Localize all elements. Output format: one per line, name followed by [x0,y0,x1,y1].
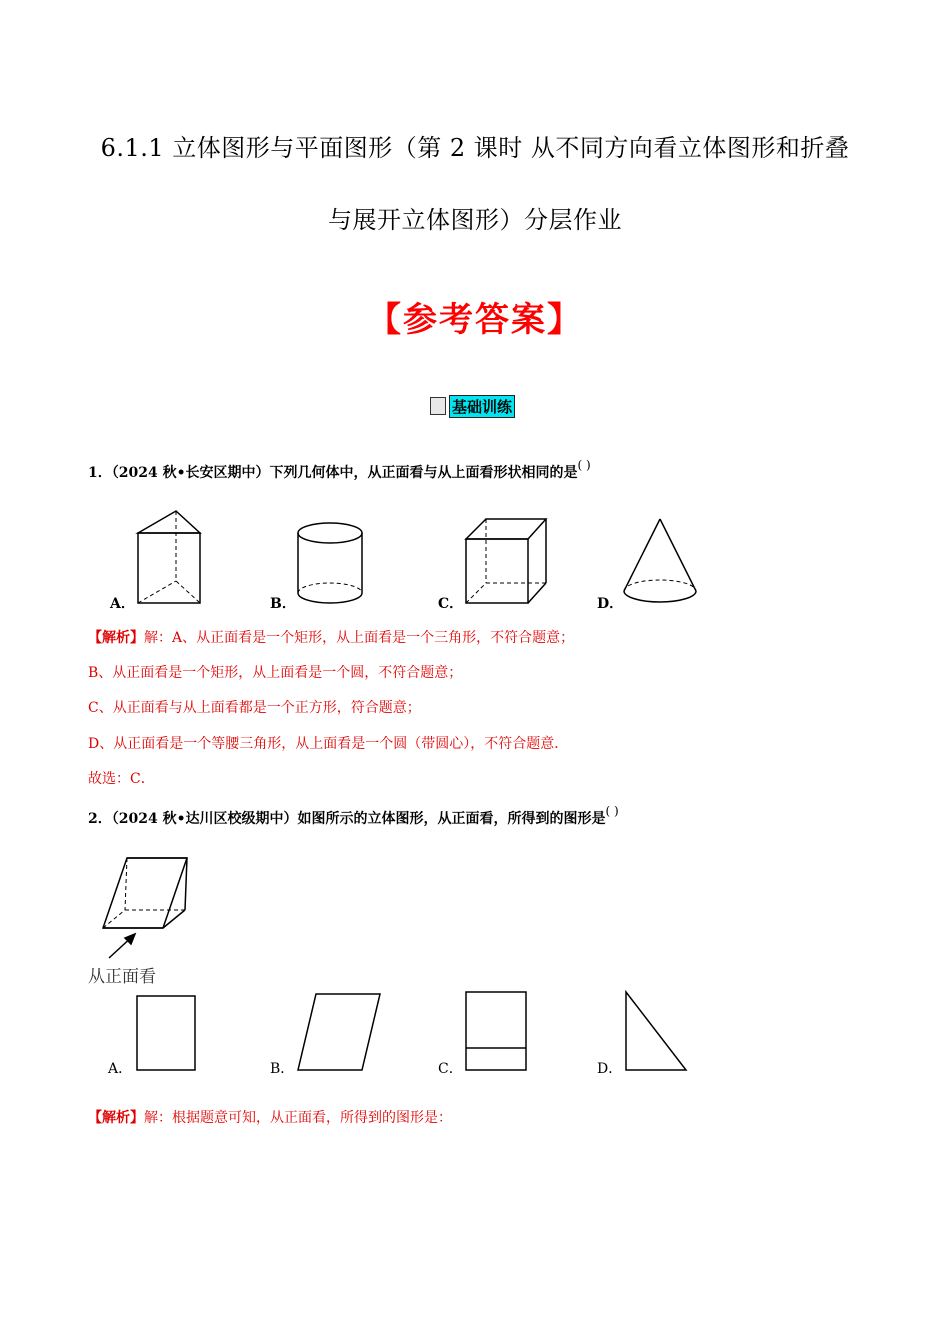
q1-cylinder-figure [298,523,362,603]
section-label: 基础训练 [449,395,515,418]
q2-triangle-figure [626,992,686,1070]
q1-cone-figure [624,519,696,602]
q2-option-b: B． [270,1061,295,1077]
q1-option-a: A． [110,596,135,612]
q2-rect-figure [137,996,195,1070]
q2-parallelogram-figure [298,994,380,1070]
question-2 [88,804,619,828]
q2-view-caption: 从正面看 [88,967,156,987]
q2-split-rect-figure [466,992,526,1070]
section-tag-box [430,397,446,415]
q2-option-a: A． [108,1061,133,1077]
answer-heading: 【参考答案】 [367,300,583,340]
q1-source: （2024 秋•长安区期中） [111,465,270,481]
q1-prism-figure [138,511,200,603]
section-tag [430,396,515,416]
doc-title-line1: 6.1.1 立体图形与平面图形（第 2 课时 从不同方向看立体图形和折叠 [100,134,850,162]
q1-option-c: C． [438,596,464,612]
q1-analysis-tag: 【解析】 [88,630,144,646]
q2-number: 2． [88,811,112,827]
q2-analysis-text: 解：根据题意可知，从正面看，所得到的图形是： [144,1110,452,1126]
q1-analysis-text-1: 解：A、从正面看是一个矩形，从上面看是一个三角形，不符合题意； [144,630,575,646]
q2-source: （2024 秋•达川区校级期中） [111,811,298,827]
q1-analysis-line2: B、从正面看是一个矩形，从上面看是一个圆，不符合题意； [88,665,463,681]
q1-answer-paren: ( ) [577,458,591,472]
q2-option-c: C． [438,1061,463,1077]
q1-answer-line: 故选：C． [88,771,155,787]
q1-stem: 下列几何体中，从正面看与从上面看形状相同的是 [269,465,578,481]
doc-title-line2: 与展开立体图形）分层作业 [328,206,622,234]
question-1 [88,458,591,482]
q1-analysis-line1 [88,627,574,647]
q2-analysis-tag: 【解析】 [88,1110,144,1126]
q2-solid-figure [95,850,225,965]
q1-figures [100,505,720,615]
q1-option-b: B． [270,596,296,612]
q1-analysis-line3: C、从正面看与从上面看都是一个正方形，符合题意； [88,700,421,716]
q2-stem: 如图所示的立体图形，从正面看，所得到的图形是 [297,811,606,827]
q2-option-d: D． [597,1061,623,1077]
q1-number: 1． [88,465,112,481]
q1-analysis-line4: D、从正面看是一个等腰三角形，从上面看是一个圆（带圆心），不符合题意． [88,736,569,752]
q1-option-d: D． [597,596,624,612]
q1-cube-figure [466,519,546,603]
q2-analysis-line [88,1107,452,1127]
q2-answer-paren: ( ) [605,804,619,818]
